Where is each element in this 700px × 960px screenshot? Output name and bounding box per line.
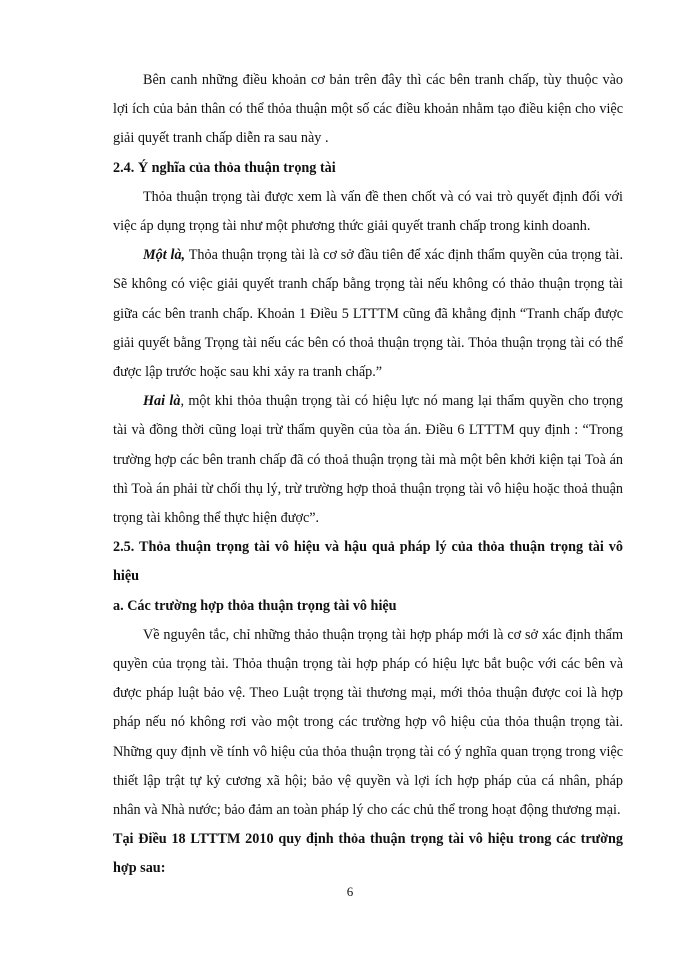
page-number: 6 [346, 884, 354, 899]
heading-2-4: 2.4. Ý nghĩa của thỏa thuận trọng tài [113, 159, 336, 176]
lead-hai-la: Hai là [143, 393, 181, 410]
heading-article-18: Tại Điều 18 LTTTM 2010 quy định thỏa thuận trọng tài vô hiệu trong các trường hợp sau: [113, 831, 623, 877]
paragraph-mot-la: Một là, Thỏa thuận trọng tài là cơ sở đầu tiên để xác định thẩm quyền của trọng tài. Sẽ không có việc giải quyết tranh chấp bằng trọng tài nếu không có thảo thuận trọng tài giữa các bên tranh chấp. Khoản 1 Điều 5 LTTTM cũng đã khẳng định “Tranh chấp được giải quyết bằng Trọng tài nếu các bên có thoả thuận trọng tài. Thỏa thuận trọng tài có thể được lập trước hoặc sau khi xảy ra tranh chấp.” [113, 247, 623, 381]
heading-2-5: 2.5. Thỏa thuận trọng tài vô hiệu và hậu quả pháp lý của thỏa thuận trọng tài vô hiệu [113, 539, 623, 585]
paragraph-hai-la: Hai là, một khi thỏa thuận trọng tài có hiệu lực nó mang lại thẩm quyền cho trọng tài và đồng thời cũng loại trừ thẩm quyền của tòa án. Điều 6 LTTTM quy định : “Trong trường hợp các bên tranh chấp đã có thoả thuận trọng tài mà một bên khởi kiện tại Toà án thì Toà án phải từ chối thụ lý, trừ trường hợp thoả thuận trọng tài vô hiệu hoặc thoả thuận trọng tài không thể thực hiện được”. [113, 393, 623, 527]
lead-mot-la: Một là, [143, 247, 186, 264]
paragraph-intro: Bên canh những điều khoản cơ bản trên đây thì các bên tranh chấp, tùy thuộc vào lợi ích của bản thân có thể thỏa thuận một số các điều khoản nhằm tạo điều kiện cho việc giải quyết tranh chấp diễn ra sau này . [113, 72, 623, 147]
paragraph-significance: Thỏa thuận trọng tài được xem là vấn đề then chốt và có vai trò quyết định đối với việc áp dụng trọng tài như một phương thức giải quyết tranh chấp trong kinh doanh. [113, 188, 623, 235]
paragraph-principle: Về nguyên tắc, chỉ những thảo thuận trọng tài hợp pháp mới là cơ sở xác định thẩm quyền của trọng tài. Thỏa thuận trọng tài hợp pháp có hiệu lực bắt buộc với các bên và được pháp luật bảo vệ. Theo Luật trọng tài thương mại, mới thỏa thuận được coi là hợp pháp nếu nó không rơi vào một trong các trường hợp vô hiệu của thỏa thuận trọng tài. Những quy định về tính vô hiệu của thỏa thuận trọng tài có ý nghĩa quan trọng trong việc thiết lập trật tự kỷ cương xã hội; bảo vệ quyền và lợi ích hợp pháp của cá nhân, pháp nhân và Nhà nước; bảo đảm an toàn pháp lý cho các chủ thể trong hoạt động thương mại. [113, 626, 623, 819]
heading-a: a. Các trường hợp thỏa thuận trọng tài vô hiệu [113, 597, 397, 614]
page-content [113, 66, 623, 884]
